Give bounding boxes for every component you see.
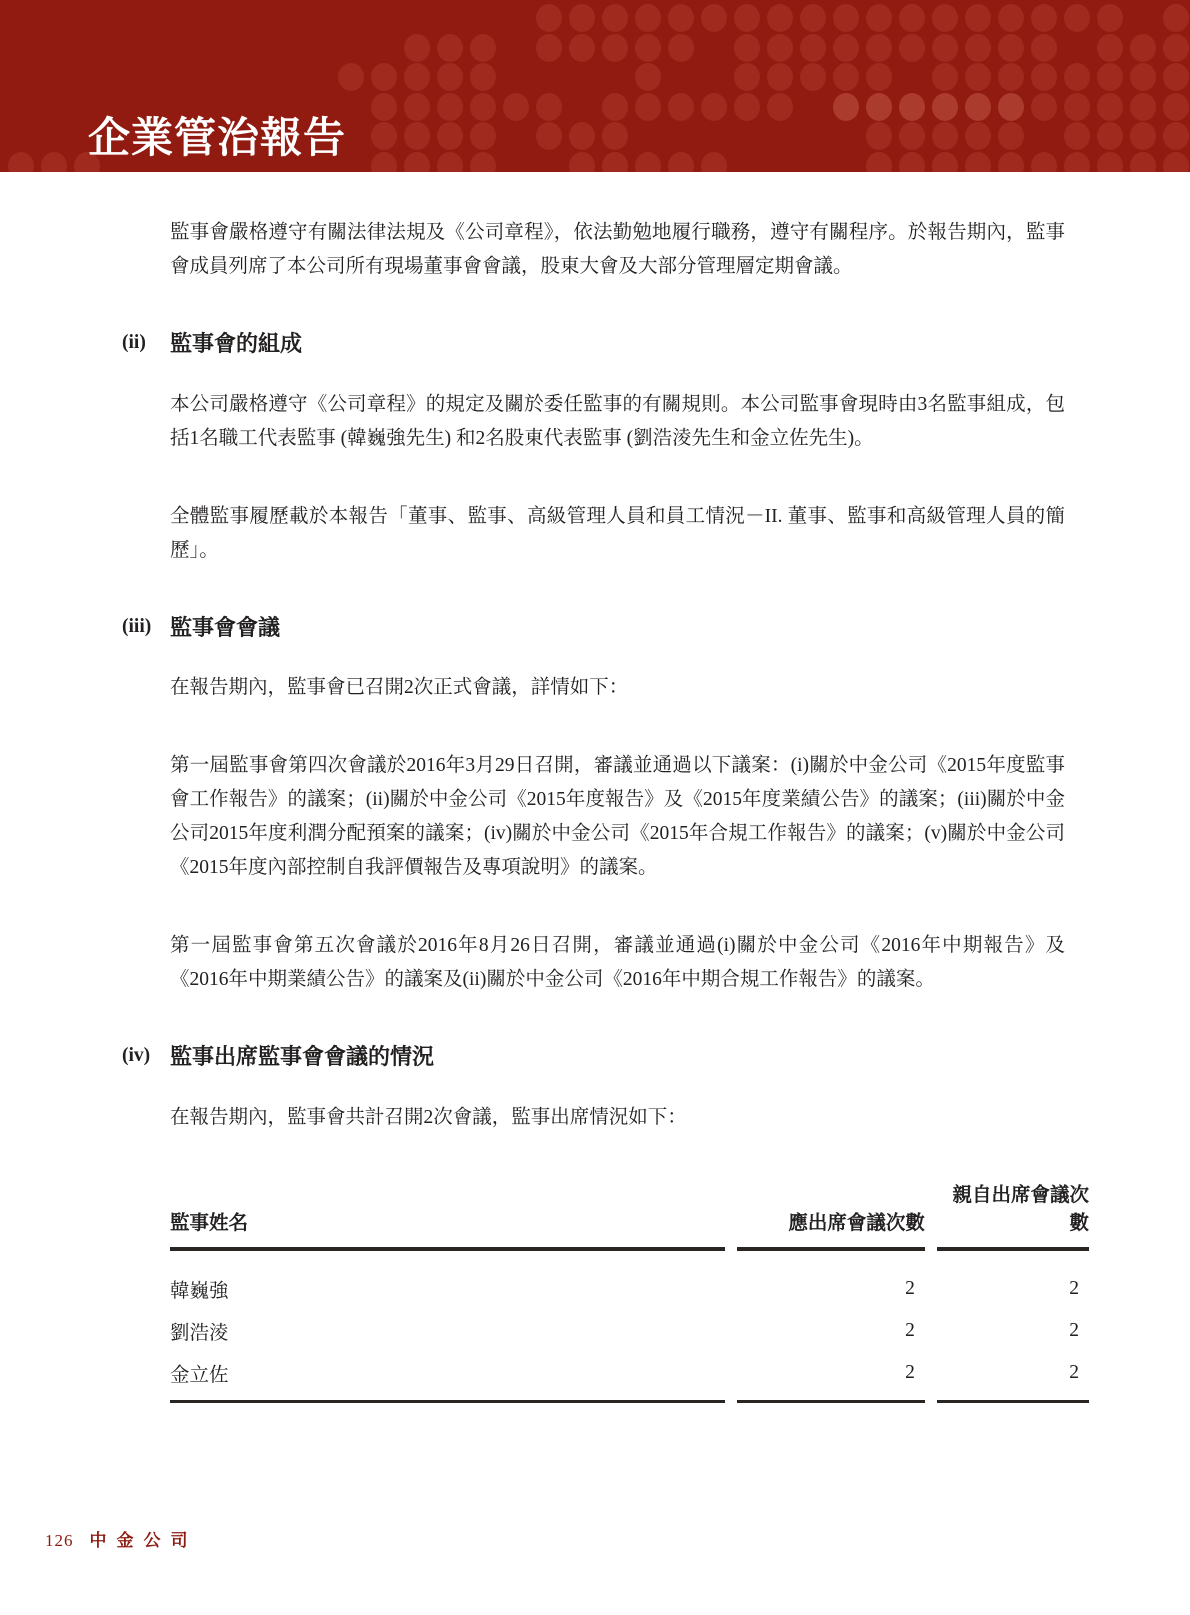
intro-paragraph: 監事會嚴格遵守有關法律法規及《公司章程》，依法勤勉地履行職務，遵守有關程序。於報告期內，監事會成員列席了本公司所有現場董事會會議，股東大會及大部分管理層定期會議。: [170, 222, 1065, 277]
section-number-ii: (ii): [122, 332, 146, 353]
table-row: [170, 1312, 1089, 1354]
section-heading-ii: [122, 330, 1065, 358]
supervisor-name: 金立佐: [170, 1364, 229, 1386]
column-header-meetings-required: 應出席會議次數: [788, 1212, 925, 1234]
biographies-reference-paragraph: 全體監事履歷載於本報告「董事、監事、高級管理人員和員工情況－II. 董事、監事和高級管理人員的簡歷」。: [170, 505, 1065, 561]
table-row: [170, 1354, 1089, 1396]
page-footer: [45, 1532, 198, 1549]
meetings-attended-value: 2: [1069, 1361, 1079, 1383]
meetings-summary-paragraph: 在報告期內，監事會已召開2次正式會議，詳情如下：: [170, 677, 629, 698]
attendance-table-wrapper: [158, 1179, 1089, 1403]
section-title-iii: 監事會會議: [170, 614, 281, 640]
section-number-iii: (iii): [122, 615, 152, 637]
meetings-required-value: 2: [905, 1319, 915, 1341]
page-content: [0, 216, 1190, 1403]
attendance-header-row: [170, 1179, 1089, 1247]
supervisor-name: 韓巍強: [170, 1280, 229, 1302]
chapter-header-band: [0, 0, 1190, 172]
supervisor-name: 劉浩淩: [170, 1322, 229, 1344]
composition-paragraph: 本公司嚴格遵守《公司章程》的規定及關於委任監事的有關規則。本公司監事會現時由3名監事組成，包括1名職工代表監事 (韓巍強先生) 和2名股東代表監事 (劉浩淩先生和金立佐先生)。: [170, 393, 1065, 449]
meetings-required-value: 2: [905, 1277, 915, 1299]
page-number: 126: [45, 1531, 74, 1550]
section-supervisory-meetings: [122, 614, 1065, 998]
section-heading-iv: [122, 1043, 1065, 1071]
meetings-attended-value: 2: [1069, 1277, 1079, 1299]
attendance-intro-paragraph: 在報告期內，監事會共計召開2次會議，監事出席情況如下：: [170, 1106, 687, 1128]
section-title-iv: 監事出席監事會會議的情況: [170, 1044, 435, 1069]
fifth-meeting-paragraph: 第一屆監事會第五次會議於2016年8月26日召開，審議並通過(i)關於中金公司《2016年中期報告》及《2016年中期業績公告》的議案及(ii)關於中金公司《2016年中期合規工作報告》的議案。: [170, 935, 1065, 990]
column-header-supervisor-name: 監事姓名: [170, 1212, 249, 1234]
attendance-table: [158, 1179, 1101, 1403]
chapter-title: 企業管治報告: [88, 116, 347, 162]
meetings-required-value: 2: [905, 1361, 915, 1383]
column-header-meetings-attended: 親自出席會議次數: [952, 1184, 1089, 1234]
section-title-ii: 監事會的組成: [170, 331, 303, 356]
meetings-attended-value: 2: [1069, 1319, 1079, 1341]
company-name: 中金公司: [89, 1531, 198, 1550]
table-row: [170, 1251, 1089, 1312]
section-attendance: [122, 1043, 1089, 1403]
section-number-iv: (iv): [122, 1045, 151, 1066]
section-supervisory-composition: [122, 330, 1065, 568]
fourth-meeting-paragraph: 第一屆監事會第四次會議於2016年3月29日召開，審議並通過以下議案：(i)關於中金公司《2015年度監事會工作報告》的議案；(ii)關於中金公司《2015年度報告》及《2015年度業績公告》的議案；(iii)關於中金公司2015年度利潤分配預案的議案；(iv)關於中金公司《2015年合規工作報告》的議案；(v)關於中金公司《2015年度內部控制自我評價報告及專項說明》的議案。: [170, 755, 1065, 878]
section-heading-iii: [122, 614, 1065, 642]
table-bottom-rule: [170, 1396, 1089, 1403]
